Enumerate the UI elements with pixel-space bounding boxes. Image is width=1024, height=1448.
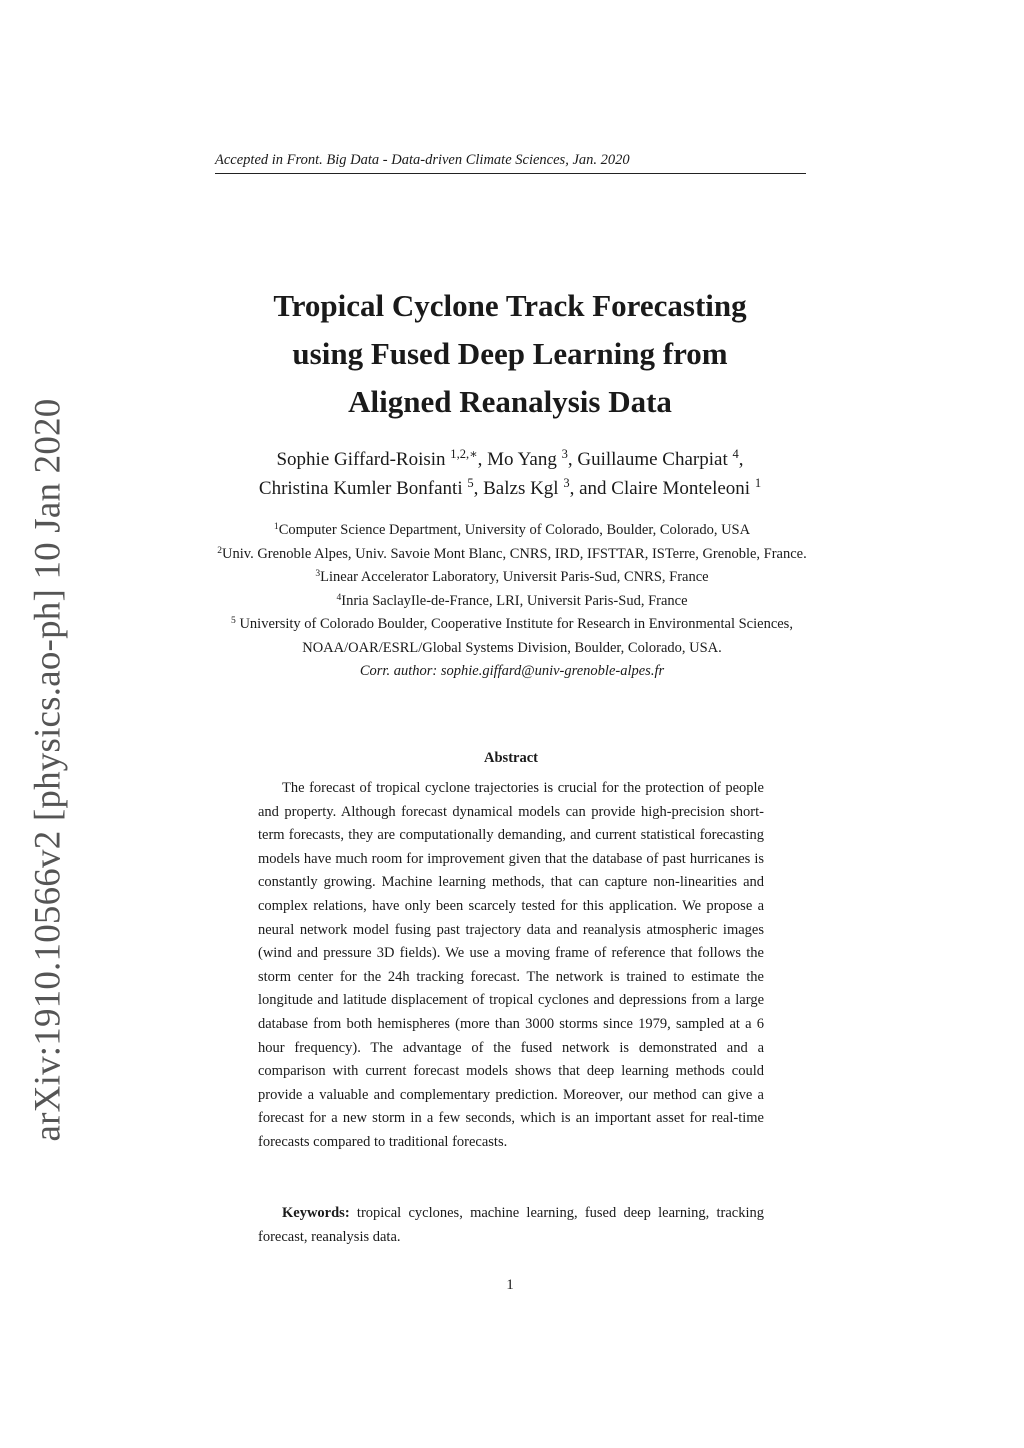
author-line [190,474,830,503]
author-line [190,445,830,474]
title-line: Aligned Reanalysis Data [348,384,672,419]
affiliation [205,613,819,660]
affiliation-number: 3 [315,567,321,579]
author-separator: , [567,449,578,470]
abstract-body: The forecast of tropical cyclone trajectories is crucial for the protection of people and property. Although forecast dynamical models can provide high-precision short-term forecasts, they are computationally demanding, and current statistical forecasting models have much room for improvement given that the database of past hurricanes is constantly growing. Machine learning methods, that can capture non-linearities and complex relations, have only been scarcely tested for this application. We propose a neural network model fusing past trajectory data and reanalysis atmospheric images (wind and pressure 3D fields). We use a moving frame of reference that follows the storm center for the 24h tracking forecast. The network is trained to estimate the longitude and latitude displacement of tropical cyclones and depressions from a large database from both hemispheres (more than 3000 storms since 1979, sampled at a 6 hour frequency). The advantage of the fused network is demonstrated and a comparison with current forecast models shows that deep learning methods could provide a valuable and complementary prediction. Moreover, our method can give a forecast for a new storm in a few seconds, which is an important asset for real-time forecasts compared to traditional forecasts. [258,780,764,1150]
abstract-heading: Abstract [484,750,538,766]
author-name: Christina Kumler Bonfanti [258,478,463,499]
author-affiliation-marker: 3 [563,476,570,491]
affiliation-number: 1 [273,520,279,532]
author-name: Balzs Kgl [483,478,559,499]
keywords-text: tropical cyclones, machine learning, fused deep learning, tracking forecast, reanalysis data. [258,1205,764,1245]
affiliation [205,519,819,543]
corresponding-author: Corr. author: sophie.giffard@univ-grenoble-alpes.fr [359,663,665,679]
arxiv-identifier: arXiv:1910.10566v2 [physics.ao-ph] 10 Jan 2020 [27,398,69,1142]
page-number: 1 [506,1277,514,1293]
title-line: using Fused Deep Learning from [292,336,728,371]
affiliation [205,566,819,590]
keywords [258,1202,764,1249]
author-separator: , [569,478,580,499]
keywords-label: Keywords: [282,1205,350,1221]
author-conjunction: and [579,478,612,499]
author-affiliation-marker: 4 [732,447,739,462]
author-affiliation-marker: 1 [754,476,762,491]
affiliation-text: Linear Accelerator Laboratory, Universit Paris-Sud, CNRS, France [320,569,709,585]
affiliation [205,543,819,567]
affiliation-number: 2 [217,544,223,556]
author-separator: , [738,449,744,470]
author-separator: , [477,449,488,470]
author-affiliation-marker: 5 [467,476,474,491]
author-list [190,445,830,503]
author-name: Sophie Giffard-Roisin [276,449,446,470]
affiliation-number: 4 [336,591,342,603]
arxiv-side-stamp [26,398,70,1142]
author-affiliation-marker: 3 [561,447,568,462]
affiliation-text: Univ. Grenoble Alpes, Univ. Savoie Mont Blanc, CNRS, IRD, IFSTTAR, ISTerre, Grenoble, France. [222,545,807,562]
author-separator: , [473,478,484,499]
author-affiliation-marker: 1,2,∗ [450,447,478,462]
affiliation-text: Computer Science Department, University of Colorado, Boulder, Colorado, USA [278,522,751,538]
affiliation-list [205,519,819,684]
running-header: Accepted in Front. Big Data - Data-driven Climate Sciences, Jan. 2020 [215,152,806,174]
title-line: Tropical Cyclone Track Forecasting [273,288,747,323]
paper-title [200,282,820,426]
affiliation-text: Inria SaclayIle-de-France, LRI, Universit Paris-Sud, France [341,592,688,609]
author-name: Guillaume Charpiat [577,449,728,470]
affiliation-number: 5 [231,614,236,626]
author-name: Mo Yang [487,449,557,470]
affiliation-text: University of Colorado Boulder, Cooperative Institute for Research in Environmental Sciences, NOAA/OAR/ESRL/Global Systems Division, Boulder, Colorado, USA. [235,616,793,656]
affiliation [205,590,819,614]
author-name: Claire Monteleoni [611,478,751,499]
